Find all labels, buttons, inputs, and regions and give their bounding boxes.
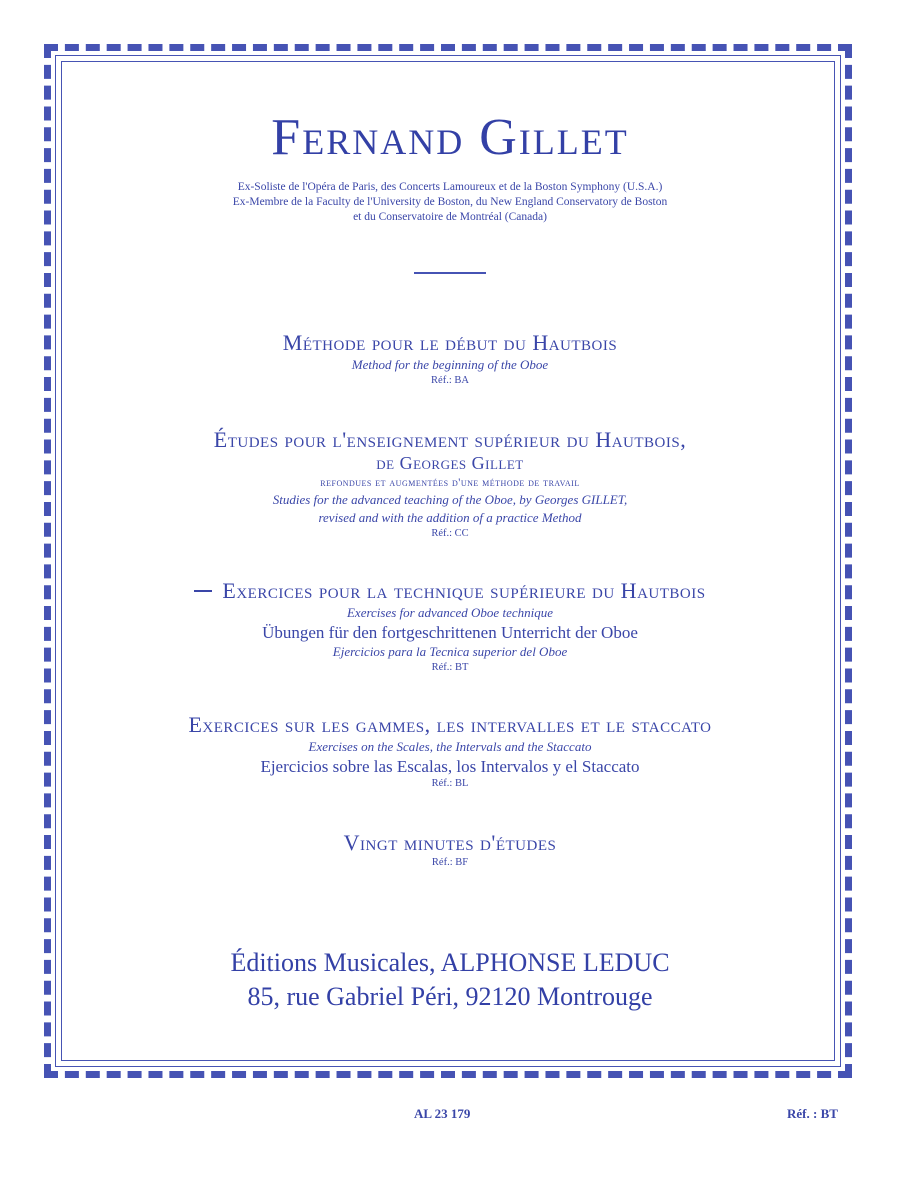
- work-title: Méthode pour le début du Hautbois: [282, 330, 618, 355]
- title-divider: [414, 272, 486, 274]
- work-reference: Réf.: BA: [431, 375, 469, 387]
- work-translation-de: Übungen für den fortgeschrittenen Unterricht der Oboe: [262, 623, 638, 643]
- credit-line: et du Conservatoire de Montréal (Canada): [353, 211, 547, 223]
- work-entry-ba: [0, 330, 900, 388]
- work-entry-bf: [0, 830, 900, 870]
- work-subtitle: de Georges Gillet: [376, 453, 524, 474]
- work-translation-en: Exercises on the Scales, the Intervals and the Staccato: [308, 739, 592, 755]
- author-name: Fernand Gillet: [271, 109, 629, 166]
- work-title: [0, 578, 900, 604]
- catalog-code: AL 23 179: [414, 1106, 471, 1121]
- publisher-name: Éditions Musicales, ALPHONSE LEDUC: [230, 948, 670, 977]
- work-reference: Réf.: CC: [431, 527, 469, 539]
- work-title: Vingt minutes d'études: [343, 830, 557, 855]
- work-entry-bt: [0, 578, 900, 675]
- work-translation-es: Ejercicios para la Tecnica superior del Oboe: [332, 644, 568, 660]
- work-note: refondues et augmentées d'une méthode de travail: [320, 476, 580, 489]
- work-title-text: Exercices pour la technique supérieure du Hautbois: [222, 578, 706, 603]
- author-credits: [0, 180, 900, 225]
- footer-reference: Réf. : BT: [787, 1106, 838, 1121]
- work-translation: Studies for the advanced teaching of the Oboe, by Georges GILLET,: [272, 491, 628, 507]
- publisher-info: [0, 946, 900, 1014]
- work-reference: Réf.: BF: [431, 857, 469, 869]
- work-entry-bl: [0, 712, 900, 791]
- credit-line: Ex-Soliste de l'Opéra de Paris, des Concerts Lamoureux et de la Boston Symphony (U.S.A.): [237, 181, 663, 193]
- work-title: Exercices sur les gammes, les intervalles et le staccato: [188, 712, 712, 737]
- current-item-marker: [194, 590, 212, 592]
- publisher-address: 85, rue Gabriel Péri, 92120 Montrouge: [247, 982, 653, 1011]
- work-reference: Réf.: BT: [431, 662, 469, 674]
- work-title: Études pour l'enseignement supérieur du Hautbois,: [213, 427, 687, 452]
- work-reference: Réf.: BL: [431, 778, 469, 790]
- work-entry-cc: [0, 427, 900, 541]
- work-translation-es: Ejercicios sobre las Escalas, los Intervalos y el Staccato: [260, 757, 640, 777]
- work-translation: revised and with the addition of a practice Method: [318, 509, 582, 525]
- work-translation: Method for the beginning of the Oboe: [351, 357, 549, 373]
- credit-line: Ex-Membre de la Faculty de l'University de Boston, du New England Conservatory de Boston: [232, 196, 668, 208]
- work-translation-en: Exercises for advanced Oboe technique: [346, 605, 553, 621]
